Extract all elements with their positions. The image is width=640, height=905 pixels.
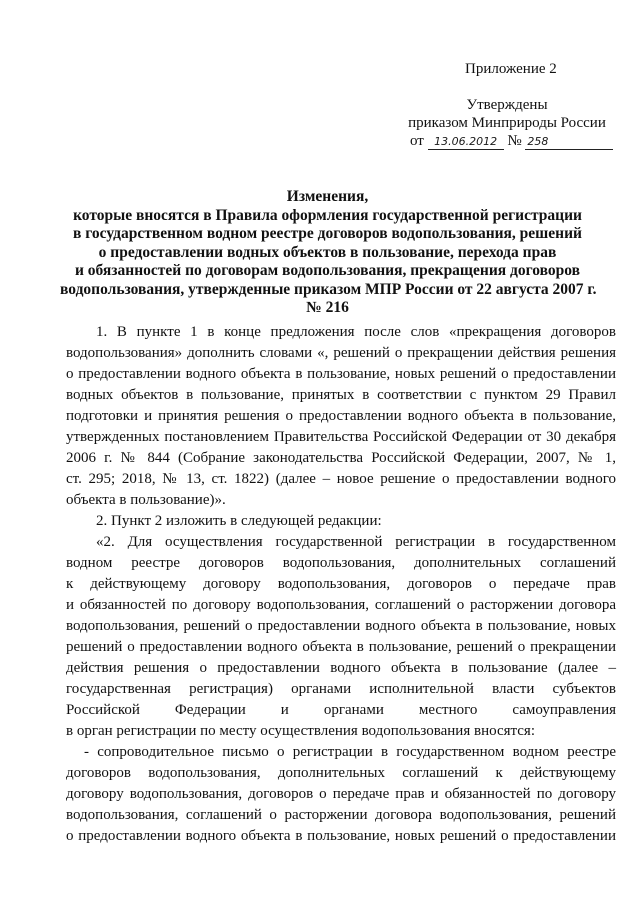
body-line: и обязанностей по договору водопользования, соглашений о расторжении договора <box>66 597 616 613</box>
title-line: и обязанностей по договорам водопользования, прекращения договоров <box>75 262 580 279</box>
body-line: в орган регистрации по месту осуществления водопользования вносятся: <box>66 723 535 739</box>
body-line: договоров водопользования, дополнительных соглашений к действующему <box>66 765 616 781</box>
title-line: водопользования, утвержденные приказом МПР России от 22 августа 2007 г. <box>60 280 597 298</box>
approval-block <box>402 96 612 150</box>
body-line: 2006 г. № 844 (Собрание законодательства Российской Федерации, 2007, № 1, <box>66 450 616 466</box>
body-line: подготовки и принятия решения о предоставлении водного объекта в пользование, <box>66 408 616 424</box>
body-line: к действующему договору водопользования, договоров о передаче прав <box>66 576 616 592</box>
body-line: государственная регистрация) органами исполнительной власти субъектов <box>66 681 616 697</box>
order-from: от <box>410 133 424 149</box>
order-date-handwritten: 13.06.2012 <box>428 135 504 150</box>
title-line: которые вносятся в Правила оформления государственной регистрации <box>73 206 582 224</box>
body-line: о предоставлении водного объекта в пользование, новых решений о предоставлении <box>66 828 616 844</box>
body-line: водопользования, решений о предоставлении водного объекта в пользование, новых <box>66 618 616 634</box>
body-line: утвержденных постановлением Правительства Российской Федерации от 30 декабря <box>66 429 616 445</box>
body-line: решений о предоставлении водного объекта в пользование, решений о прекращении <box>66 639 616 655</box>
body-line: 1. В пункте 1 в конце предложения после слов «прекращения договоров <box>96 324 616 340</box>
body-line: «2. Для осуществления государственной регистрации в государственном <box>96 534 616 550</box>
body-line: водном реестре договоров водопользования, дополнительных соглашений <box>66 555 616 571</box>
body-line: действия решения о предоставлении водного объекта в пользование (далее – <box>66 660 616 676</box>
body-line: Российской Федерации и органами местного самоуправления <box>66 702 616 718</box>
body-line: водопользования, соглашений о расторжении договора водопользования, решений <box>66 807 616 823</box>
title-line: Изменения, <box>286 188 369 205</box>
body-line: 2. Пункт 2 изложить в следующей редакции: <box>96 513 382 529</box>
approved-label: Утверждены <box>466 97 548 113</box>
order-line <box>402 132 612 150</box>
order-number-handwritten: 258 <box>525 135 613 150</box>
body-line: договору водопользования, договоров о передаче прав и обязанностей по договору <box>66 786 616 802</box>
appendix-label: Приложение 2 <box>465 61 557 77</box>
order-number-label: № <box>507 133 522 149</box>
title-line: в государственном водном реестре договоров водопользования, решений <box>73 225 582 242</box>
document-title <box>60 188 595 318</box>
body-line: - сопроводительное письмо о регистрации в государственном водном реестре <box>84 744 616 760</box>
body-line: о предоставлении водного объекта в пользование, новых решений о предоставлении <box>66 366 616 382</box>
body-line: ст. 295; 2018, № 13, ст. 1822) (далее – новое решение о предоставлении водного <box>66 471 616 487</box>
body-line: водных объектов в пользование, принятых в соответствии с пунктом 29 Правил <box>66 387 616 403</box>
document-body <box>66 322 616 847</box>
body-line: водопользования» дополнить словами «, решений о прекращении действия решения <box>66 345 616 361</box>
title-line: о предоставлении водных объектов в пользование, перехода прав <box>98 243 557 261</box>
title-line: № 216 <box>306 299 349 316</box>
body-line: объекта в пользование)». <box>66 492 226 508</box>
approved-by: приказом Минприроды России <box>408 115 606 131</box>
